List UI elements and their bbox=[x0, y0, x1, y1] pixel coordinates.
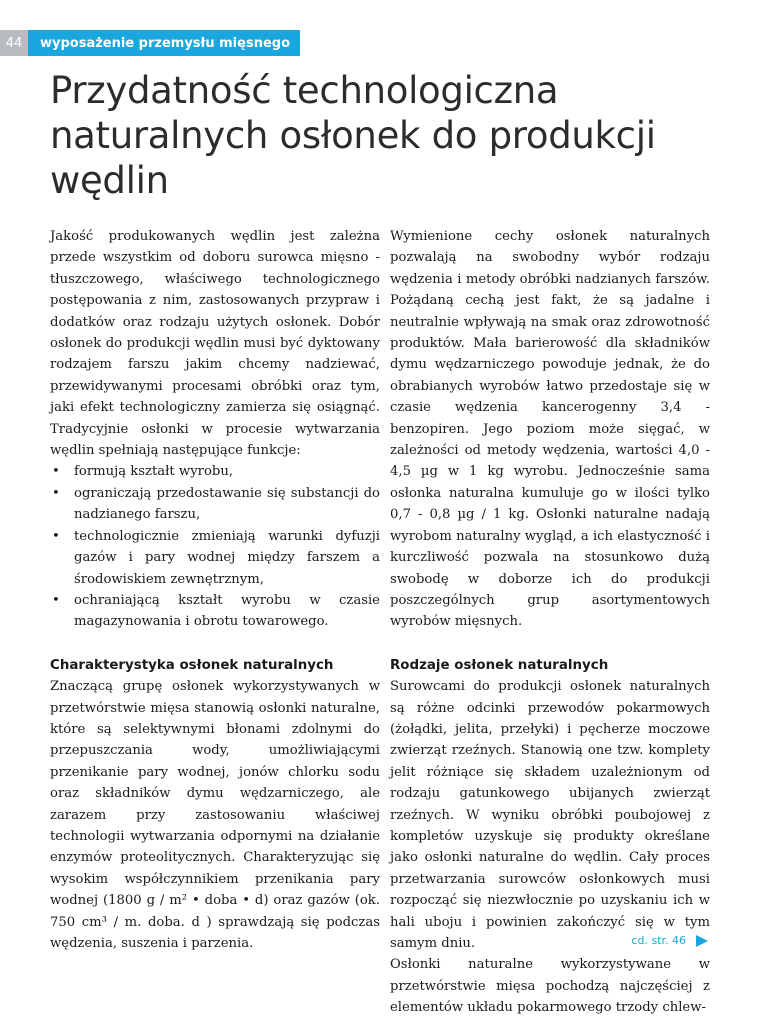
types-paragraph: Surowcami do produkcji osłonek naturalnych są różne odcinki przewodów pokarmowych (żołądki, jelita, przełyki) i pęcherze moczowe zwierząt rzeźnych. Stanowią one tzw. komplety jelit różniące się składem uzależnionym od rodzaju gatunkowego ubijanych zwierząt rzeźnych. W wyniku obróbki poubojowej z kompletów uzyskuje się produkty określane jako osłonki naturalne do wędlin. Cały proces przetwarzania surowców osłonkowych musi rozpocząć się niezwłocznie po uzyskaniu ich w hali uboju i powinien zakończyć się w tym samym dniu. bbox=[390, 679, 710, 951]
list-item: • formują kształt wyrobu, bbox=[50, 461, 380, 482]
right-column bbox=[390, 226, 710, 1019]
list-item: • ograniczają przedostawanie się substancji do nadzianego farszu, bbox=[50, 483, 380, 526]
intro-paragraph: Jakość produkowanych wędlin jest zależna przede wszystkim od doboru surowca mięsno - tłuszczowego, właściwego technologicznego postępowania z nim, zastosowanych przypraw i dodatków oraz rodzaju użytych osłonek. Dobór osłonek do produkcji wędlin musi być dyktowany rodzajem farszu jakim chcemy nadziewać, przewidywanymi procesami obróbki oraz tym, jaki efekt technologiczny zamierza się osiągnąć. Tradycyjnie osłonki w procesie wytwarzania wędlin spełniają następujące funkcje: bbox=[50, 229, 380, 459]
page-number: 44 bbox=[0, 30, 28, 56]
sources-paragraph: Osłonki naturalne wykorzystywane w przetwórstwie mięsa pochodzą najczęściej z elementów układu pokarmowego trzody chlew- bbox=[390, 957, 710, 1016]
left-column bbox=[50, 226, 380, 954]
section-heading-characteristics: Charakterystyka osłonek naturalnych bbox=[50, 657, 334, 673]
continued-link[interactable] bbox=[631, 934, 708, 947]
page-header bbox=[0, 30, 300, 56]
properties-paragraph: Wymienione cechy osłonek naturalnych pozwalają na swobodny wybór rodzaju wędzenia i metody obróbki nadzianych farszów. Pożądaną cechą jest fakt, że są jadalne i neutralnie wpływają na smak oraz zdrowotność produktów. Mała barierowość dla składników dymu wędzarniczego powoduje jednak, że do obrabianych wyrobów łatwo przedostaje się w czasie wędzenia kancerogenny 3,4 - benzopiren. Jego poziom może sięgać, w zależności od metody wędzenia, wartości 4,0 - 4,5 µg w 1 kg wyrobu. Jednocześnie sama osłonka naturalna kumuluje go w ilości tylko 0,7 - 0,8 µg / 1 kg. Osłonki naturalne nadają wyrobom naturalny wygląd, a ich elastyczność i kurczliwość pozwala na stosunkowo dużą swobodę w doborze ich do produkcji poszczególnych grup asortymentowych wyrobów mięsnych. bbox=[390, 229, 710, 630]
characteristics-paragraph: Znaczącą grupę osłonek wykorzystywanych w przetwórstwie mięsa stanowią osłonki naturalne, które są selektywnymi błonami zdolnymi do przepuszczania wody, umożliwiającymi przenikanie pary wodnej, jonów chlorku sodu oraz składników dymu wędzarniczego, ale zarazem przy zastosowaniu właściwej technologii wytwarzania odpornymi na działanie enzymów proteolitycznych. Charakteryzując się wysokim współczynnikiem przenikania pary wodnej (1800 g / m² • doba • d) oraz gazów (ok. 750 cm³ / m. doba. d ) sprawdzają się podczas wędzenia, suszenia i parzenia. bbox=[50, 679, 380, 951]
list-item: • technologicznie zmieniają warunki dyfuzji gazów i pary wodnej między farszem a środowiskiem zewnętrznym, bbox=[50, 526, 380, 590]
functions-list bbox=[50, 461, 380, 632]
section-label: wyposażenie przemysłu mięsnego bbox=[28, 30, 300, 56]
article-title: Przydatność technologiczna naturalnych osłonek do produkcji wędlin bbox=[50, 69, 656, 202]
arrow-right-icon bbox=[696, 935, 708, 947]
continued-label: cd. str. 46 bbox=[631, 934, 686, 947]
list-item: • ochraniającą kształt wyrobu w czasie magazynowania i obrotu towarowego. bbox=[50, 590, 380, 633]
section-heading-types: Rodzaje osłonek naturalnych bbox=[390, 657, 609, 673]
